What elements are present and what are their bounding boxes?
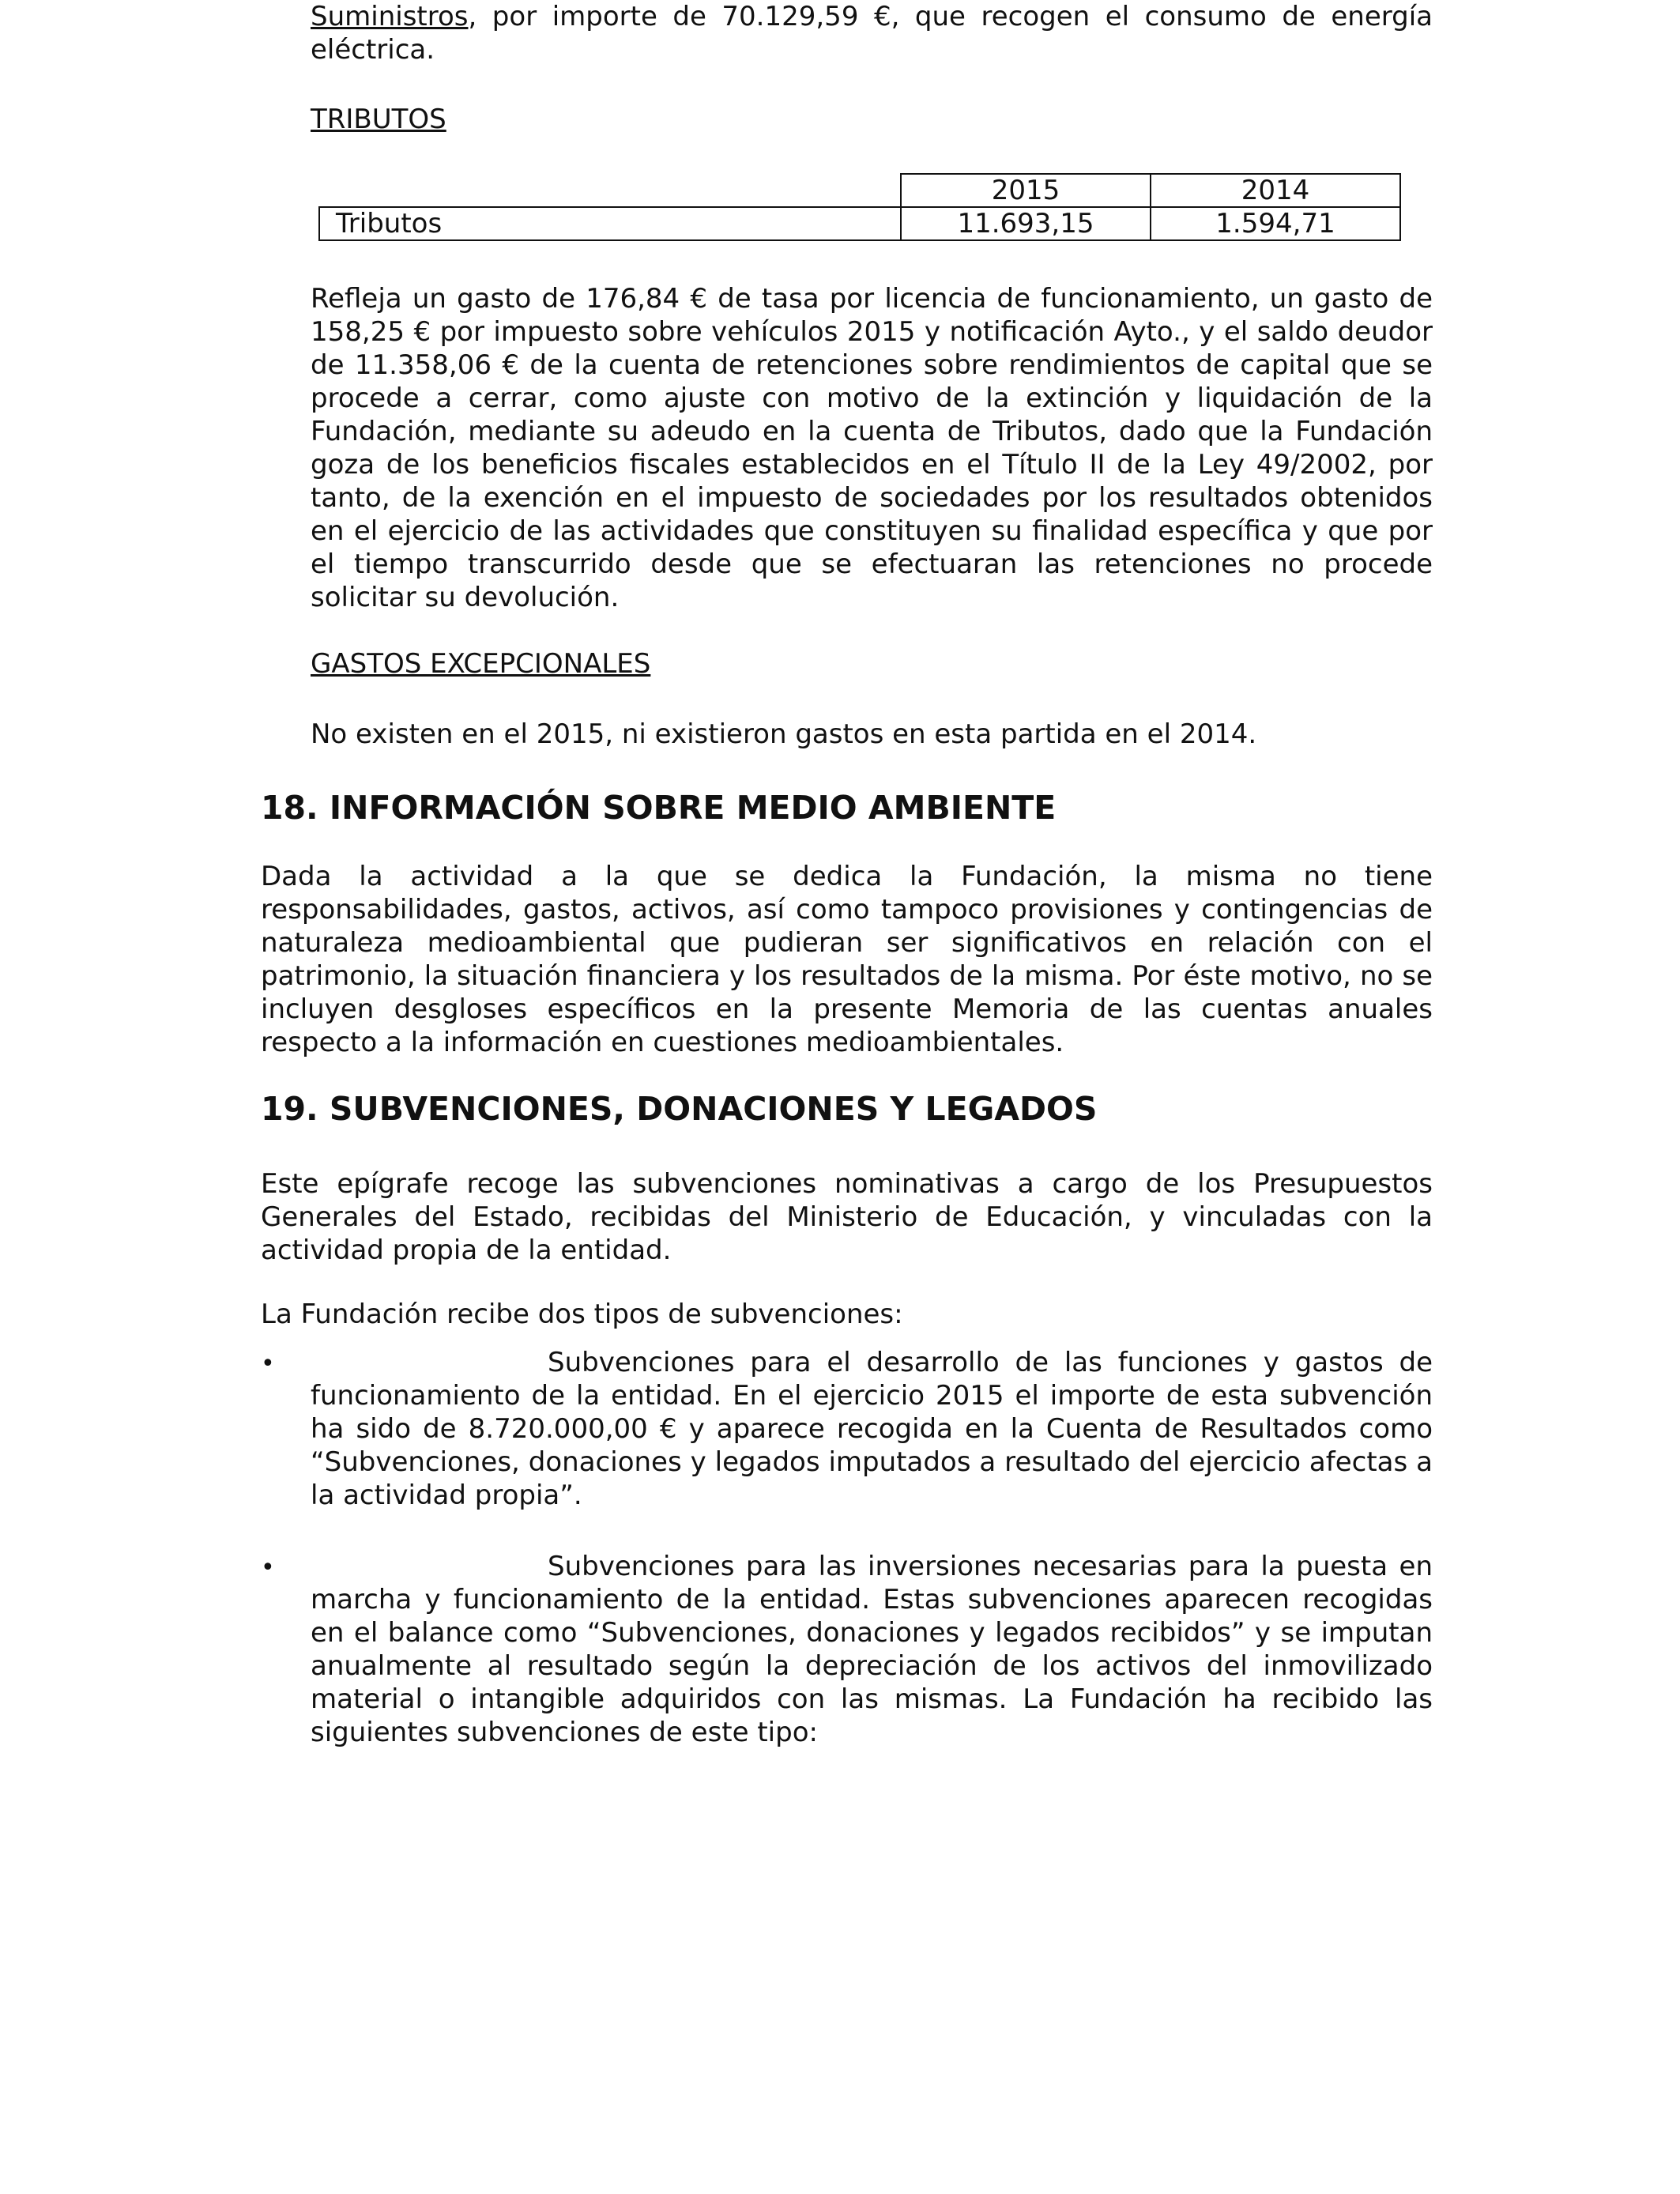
tributos-table: [318, 173, 1401, 241]
table-header-row: [319, 174, 1400, 207]
table-cell-value: 11.693,15: [901, 207, 1151, 240]
list-item-text: Subvenciones para el desarrollo de las funciones y gastos de funcionamiento de la entidad. En el ejercicio 2015 el importe de esta subvención ha sido de 8.720.000,00 € y aparece recogida en la Cuenta de Resultados como “Subvenciones, donaciones y legados imputados a resultado del ejercicio afectas a la actividad propia”.: [311, 1347, 1433, 1511]
section-19-paragraph-1: Este epígrafe recoge las subvenciones nominativas a cargo de los Presupuestos Generales del Estado, recibidas del Ministerio de Educación, y vinculadas con la actividad propia de la entidad.: [261, 1168, 1433, 1266]
table-header-cell: [319, 174, 901, 207]
section-18-paragraph: Dada la actividad a la que se dedica la Fundación, la misma no tiene responsabilidades, gastos, activos, así como tampoco provisiones y contingencias de naturaleza medioambiental que pudieran ser significativos en relación con el patrimonio, la situación financiera y los resultados de la misma. Por éste motivo, no se incluyen desgloses específicos en la presente Memoria de las cuentas anuales respecto a la información en cuestiones medioambientales.: [261, 861, 1433, 1058]
list-item-text: Subvenciones para las inversiones necesarias para la puesta en marcha y funcionamiento de la entidad. Estas subvenciones aparecen recogidas en el balance como “Subvenciones, donaciones y legados recibidos” y se imputan anualmente al resultado según la depreciación de los activos del inmovilizado material o intangible adquiridos con las mismas. La Fundación ha recibido las siguientes subvenciones de este tipo:: [311, 1551, 1433, 1748]
table-header-cell: 2015: [901, 174, 1151, 207]
bullet-icon: •: [261, 1350, 275, 1378]
list-item: [311, 1550, 1433, 1749]
table-cell-value: 1.594,71: [1151, 207, 1400, 240]
table-cell-label: Tributos: [319, 207, 901, 240]
intro-paragraph: [311, 0, 1433, 66]
suministros-link-text: Suministros: [311, 1, 469, 32]
intro-text: , por importe de 70.129,59 €, que recogen el consumo de energía eléctrica.: [311, 1, 1433, 66]
list-item: [311, 1346, 1433, 1512]
section-19-title: 19. SUBVENCIONES, DONACIONES Y LEGADOS: [261, 1090, 1098, 1128]
table-row: [319, 207, 1400, 240]
table-header-cell: 2014: [1151, 174, 1400, 207]
bullet-icon: •: [261, 1554, 275, 1581]
section-19-paragraph-2: La Fundación recibe dos tipos de subvenciones:: [261, 1299, 903, 1330]
section-18-title: 18. INFORMACIÓN SOBRE MEDIO AMBIENTE: [261, 789, 1057, 827]
tributos-heading: TRIBUTOS: [311, 104, 446, 135]
gastos-excepcionales-paragraph: No existen en el 2015, ni existieron gastos en esta partida en el 2014.: [311, 718, 1257, 750]
tributos-paragraph: Refleja un gasto de 176,84 € de tasa por licencia de funcionamiento, un gasto de 158,25 € por impuesto sobre vehículos 2015 y notificación Ayto., y el saldo deudor de 11.358,06 € de la cuenta de retenciones sobre rendimientos de capital que se procede a cerrar, como ajuste con motivo de la extinción y liquidación de la Fundación, mediante su adeudo en la cuenta de Tributos, dado que la Fundación goza de los beneficios fiscales establecidos en el Título II de la Ley 49/2002, por tanto, de la exención en el impuesto de sociedades por los resultados obtenidos en el ejercicio de las actividades que constituyen su finalidad específica y que por el tiempo transcurrido desde que se efectuaran las retenciones no procede solicitar su devolución.: [311, 283, 1433, 613]
gastos-excepcionales-heading: GASTOS EXCEPCIONALES: [311, 648, 651, 680]
